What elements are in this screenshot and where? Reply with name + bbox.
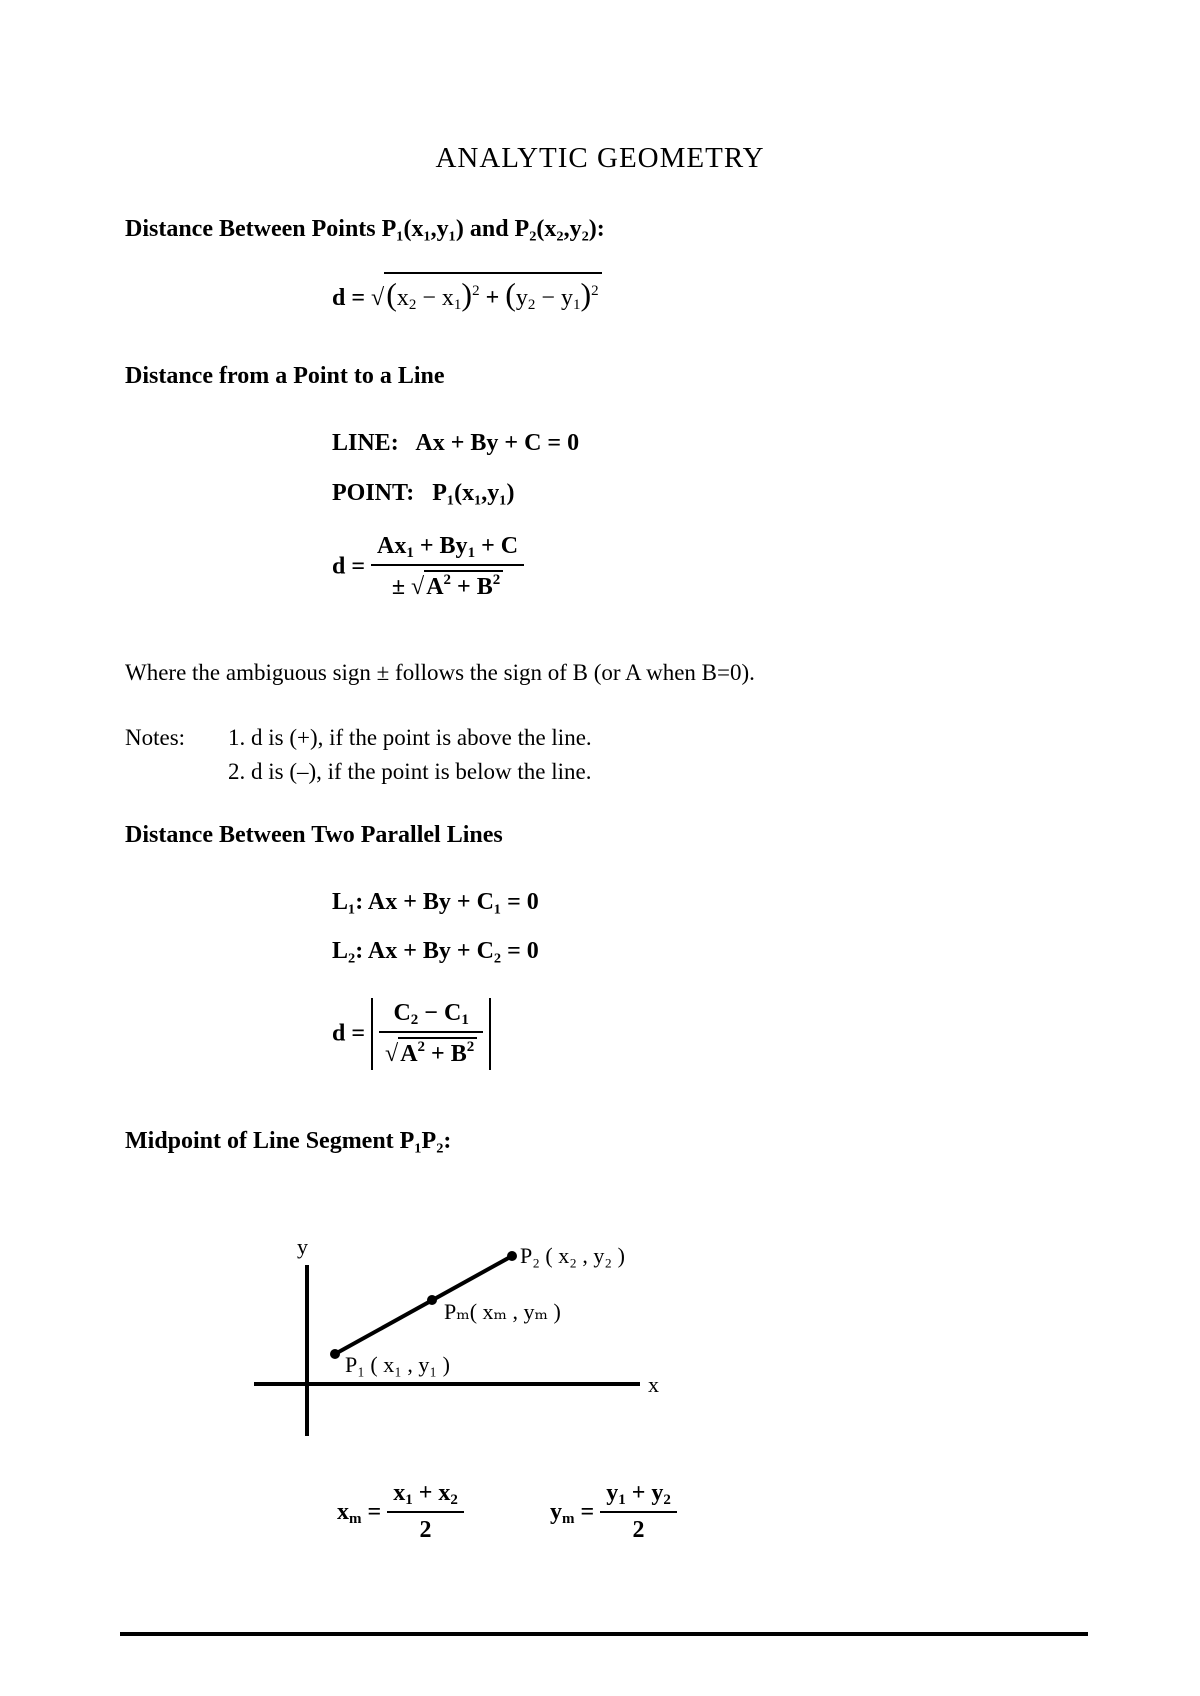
heading-distance-between-points: Distance Between Points P₁(x₁,y₁) and P₂(x₂,y₂):	[125, 216, 605, 242]
y-axis-label: y	[297, 1234, 308, 1259]
heading-parallel-lines: Distance Between Two Parallel Lines	[125, 822, 503, 848]
page-title: ANALYTIC GEOMETRY	[435, 142, 765, 174]
heading-point-to-line: Distance from a Point to a Line	[125, 363, 445, 389]
xm-formula: $x_m$ = $\frac{x_1 + x_2}{2}$	[337, 1480, 464, 1544]
line-eq: Ax + By + C = 0	[415, 430, 580, 456]
heading-midpoint: Midpoint of Line Segment P₁P₂:	[125, 1128, 452, 1154]
p1-label: P₁ ( x₁ , y₁ )	[345, 1352, 450, 1377]
x-axis-label: x	[648, 1372, 659, 1397]
point-eq: P₁(x₁,y₁)	[432, 480, 515, 506]
sign-note: Where the ambiguous sign ± follows the sign of B (or A when B=0).	[125, 660, 755, 685]
bottom-rule	[120, 1632, 1088, 1636]
note-1: 1. d is (+), if the point is above the line.	[228, 725, 592, 750]
point-p2	[507, 1251, 517, 1261]
pm-label: Pₘ( xₘ , yₘ )	[444, 1299, 561, 1324]
point-p1	[330, 1349, 340, 1359]
formula-parallel-lines: d = $\frac{C_2 - C_1}{√A^2 + B^2}$	[332, 998, 491, 1070]
note-2: 2. d is (–), if the point is below the line.	[228, 759, 592, 784]
notes-label: Notes:	[125, 725, 186, 750]
line-1-equation: L₁: Ax + By + C₁ = 0	[332, 889, 539, 915]
line-2-equation: L₂: Ax + By + C₂ = 0	[332, 938, 539, 964]
ym-formula: $y_m$ = $\frac{y_1 + y_2}{2}$	[550, 1480, 677, 1544]
point-pm	[427, 1295, 437, 1305]
point-label: POINT:	[332, 480, 415, 506]
p2-label: P₂ ( x₂ , y₂ )	[520, 1243, 625, 1268]
formula-distance-between-points: $d = √(x_2 - x_1)^2 + (y_2 - y_1)^2$	[332, 272, 602, 313]
formula-point-to-line: d = $\frac{Ax_1 + By_1 + C}{\pm √A^2 + B^2}$	[332, 533, 524, 601]
line-label: LINE:	[332, 430, 399, 456]
